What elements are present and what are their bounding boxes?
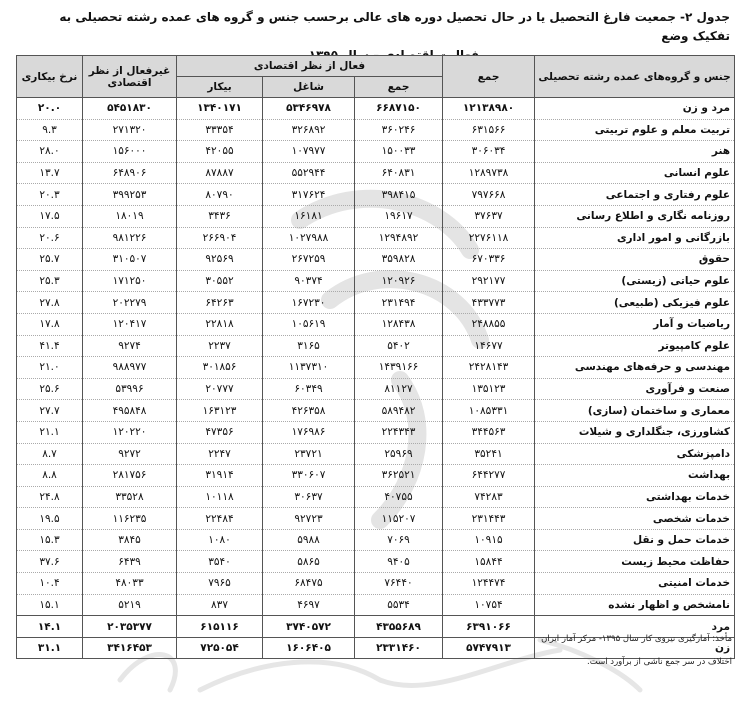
cell-name: نامشخص و اظهار نشده	[535, 594, 735, 616]
cell-rate: ۲۵.۳	[17, 270, 83, 292]
cell-active: ۲۳۱۴۹۴	[355, 292, 443, 314]
table-row	[17, 486, 735, 508]
cell-rate: ۱۵.۳	[17, 529, 83, 551]
cell-rate: ۲۴.۸	[17, 486, 83, 508]
cell-name: مهندسی و حرفه‌های مهندسی	[535, 357, 735, 379]
cell-total: ۶۳۱۵۶۶	[443, 119, 535, 141]
table-row	[17, 249, 735, 271]
cell-unemployed: ۲۶۶۹۰۴	[177, 227, 263, 249]
statistics-table	[16, 55, 735, 659]
cell-inactive: ۶۴۸۹۰۶	[83, 162, 177, 184]
cell-active: ۳۵۹۸۲۸	[355, 249, 443, 271]
cell-rate: ۱۷.۵	[17, 205, 83, 227]
cell-name: مرد	[535, 616, 735, 638]
cell-inactive: ۱۸۰۱۹	[83, 205, 177, 227]
table-row	[17, 400, 735, 422]
cell-total: ۶۳۹۱۰۶۶	[443, 616, 535, 638]
cell-unemployed: ۷۹۶۵	[177, 573, 263, 595]
table-row	[17, 227, 735, 249]
cell-unemployed: ۴۷۳۵۶	[177, 421, 263, 443]
cell-name: خدمات حمل و نقل	[535, 529, 735, 551]
cell-inactive: ۱۱۶۲۳۵	[83, 508, 177, 530]
cell-name: علوم رفتاری و اجتماعی	[535, 184, 735, 206]
cell-inactive: ۹۲۷۲	[83, 443, 177, 465]
cell-active: ۱۲۰۹۲۶	[355, 270, 443, 292]
header-inactive: غیرفعال از نظر اقتصادی	[83, 56, 177, 98]
table-row	[17, 594, 735, 616]
cell-unemployed: ۲۲۴۸۴	[177, 508, 263, 530]
table-row	[17, 119, 735, 141]
cell-name: علوم حیاتی (زیستی)	[535, 270, 735, 292]
cell-rate: ۲۰.۰	[17, 98, 83, 120]
cell-unemployed: ۴۲۰۵۵	[177, 141, 263, 163]
cell-name: روزنامه نگاری و اطلاع رسانی	[535, 205, 735, 227]
cell-active: ۱۵۰۰۳۳	[355, 141, 443, 163]
cell-active: ۵۸۹۴۸۲	[355, 400, 443, 422]
header-active: فعال از نظر اقتصادی	[177, 56, 443, 77]
cell-total: ۳۵۲۴۱	[443, 443, 535, 465]
cell-inactive: ۲۷۱۳۲۰	[83, 119, 177, 141]
cell-total: ۱۲۸۹۷۳۸	[443, 162, 535, 184]
cell-active: ۸۱۱۲۷	[355, 378, 443, 400]
cell-name: معماری و ساختمان (سازی)	[535, 400, 735, 422]
cell-name: خدمات بهداشتی	[535, 486, 735, 508]
cell-unemployed: ۸۳۷	[177, 594, 263, 616]
table-row	[17, 98, 735, 120]
cell-employed: ۹۰۳۷۴	[263, 270, 355, 292]
cell-active: ۷۰۶۹	[355, 529, 443, 551]
cell-active: ۲۵۹۶۹	[355, 443, 443, 465]
cell-employed: ۵۹۸۸	[263, 529, 355, 551]
cell-employed: ۶۸۴۷۵	[263, 573, 355, 595]
cell-total: ۲۲۷۶۱۱۸	[443, 227, 535, 249]
cell-name: علوم کامپیوتر	[535, 335, 735, 357]
cell-total: ۳۰۶۰۳۴	[443, 141, 535, 163]
cell-active: ۵۵۳۴	[355, 594, 443, 616]
cell-rate: ۱۳.۷	[17, 162, 83, 184]
cell-name: حقوق	[535, 249, 735, 271]
cell-employed: ۱۰۵۶۱۹	[263, 313, 355, 335]
table-row	[17, 378, 735, 400]
cell-unemployed: ۳۰۱۸۵۶	[177, 357, 263, 379]
cell-unemployed: ۱۶۳۱۲۳	[177, 400, 263, 422]
cell-rate: ۴۱.۴	[17, 335, 83, 357]
cell-rate: ۳۱.۱	[17, 637, 83, 659]
cell-total: ۱۰۹۱۵	[443, 529, 535, 551]
cell-employed: ۱۷۶۹۸۶	[263, 421, 355, 443]
cell-unemployed: ۳۰۵۵۲	[177, 270, 263, 292]
cell-active: ۷۶۴۴۰	[355, 573, 443, 595]
cell-employed: ۵۵۲۹۴۴	[263, 162, 355, 184]
cell-total: ۴۳۳۷۷۳	[443, 292, 535, 314]
cell-inactive: ۱۷۱۲۵۰	[83, 270, 177, 292]
cell-employed: ۱۱۳۷۳۱۰	[263, 357, 355, 379]
cell-unemployed: ۶۴۲۶۳	[177, 292, 263, 314]
cell-employed: ۶۰۳۴۹	[263, 378, 355, 400]
cell-inactive: ۲۰۲۲۷۹	[83, 292, 177, 314]
cell-employed: ۲۳۷۲۱	[263, 443, 355, 465]
cell-employed: ۲۶۷۲۵۹	[263, 249, 355, 271]
cell-name: بهداشت	[535, 465, 735, 487]
cell-name: حفاظت محیط زیست	[535, 551, 735, 573]
cell-total: ۱۴۶۷۷	[443, 335, 535, 357]
cell-active: ۳۶۲۵۲۱	[355, 465, 443, 487]
table-row	[17, 551, 735, 573]
cell-unemployed: ۲۲۳۷	[177, 335, 263, 357]
cell-employed: ۹۲۷۲۳	[263, 508, 355, 530]
cell-active: ۵۴۰۲	[355, 335, 443, 357]
cell-rate: ۸.۸	[17, 465, 83, 487]
cell-rate: ۹.۳	[17, 119, 83, 141]
cell-inactive: ۵۴۵۱۸۳۰	[83, 98, 177, 120]
cell-total: ۱۲۴۴۷۴	[443, 573, 535, 595]
cell-active: ۳۶۰۲۴۶	[355, 119, 443, 141]
header-total: جمع	[443, 56, 535, 98]
cell-name: خدمات شخصی	[535, 508, 735, 530]
cell-active: ۱۲۸۴۳۸	[355, 313, 443, 335]
cell-employed: ۳۳۰۶۰۷	[263, 465, 355, 487]
cell-inactive: ۶۴۳۹	[83, 551, 177, 573]
cell-total: ۲۴۲۸۱۴۳	[443, 357, 535, 379]
cell-rate: ۸.۷	[17, 443, 83, 465]
cell-rate: ۲۱.۱	[17, 421, 83, 443]
table-row	[17, 573, 735, 595]
title-line-1: جدول ۲- جمعیت فارغ التحصیل یا در حال تحصیل دوره های عالی برحسب جنس و گروه های عمده رشته تحصیلی به تفکیک وضع	[59, 10, 730, 43]
cell-total: ۷۹۷۶۶۸	[443, 184, 535, 206]
cell-total: ۳۴۴۵۶۳	[443, 421, 535, 443]
cell-employed: ۳۰۶۳۷	[263, 486, 355, 508]
header-active-total: جمع	[355, 77, 443, 98]
cell-rate: ۲۰.۶	[17, 227, 83, 249]
cell-unemployed: ۸۰۷۹۰	[177, 184, 263, 206]
cell-employed: ۴۶۹۷	[263, 594, 355, 616]
cell-employed: ۱۶۱۸۱	[263, 205, 355, 227]
cell-unemployed: ۱۰۱۱۸	[177, 486, 263, 508]
cell-total: ۲۴۸۸۵۵	[443, 313, 535, 335]
cell-total: ۵۷۴۷۹۱۳	[443, 637, 535, 659]
cell-inactive: ۲۰۳۵۳۷۷	[83, 616, 177, 638]
cell-active: ۶۴۰۸۳۱	[355, 162, 443, 184]
cell-employed: ۵۸۶۵	[263, 551, 355, 573]
cell-name: علوم فیزیکی (طبیعی)	[535, 292, 735, 314]
table-row	[17, 443, 735, 465]
cell-inactive: ۹۲۷۴	[83, 335, 177, 357]
cell-inactive: ۳۴۱۶۴۵۳	[83, 637, 177, 659]
cell-name: دامپزشکی	[535, 443, 735, 465]
cell-total: ۲۹۲۱۷۷	[443, 270, 535, 292]
cell-total: ۱۰۸۵۳۳۱	[443, 400, 535, 422]
cell-unemployed: ۲۲۴۷	[177, 443, 263, 465]
cell-rate: ۳۷.۶	[17, 551, 83, 573]
cell-rate: ۱۹.۵	[17, 508, 83, 530]
cell-active: ۹۴۰۵	[355, 551, 443, 573]
cell-name: خدمات امنیتی	[535, 573, 735, 595]
cell-rate: ۲۸.۰	[17, 141, 83, 163]
table-row	[17, 465, 735, 487]
cell-rate: ۲۵.۷	[17, 249, 83, 271]
header-field: جنس و گروه‌های عمده رشته تحصیلی	[535, 56, 735, 98]
cell-active: ۱۹۶۱۷	[355, 205, 443, 227]
header-rate: نرخ بیکاری	[17, 56, 83, 98]
table-row	[17, 270, 735, 292]
cell-total: ۱۳۵۱۲۳	[443, 378, 535, 400]
cell-inactive: ۴۹۵۸۴۸	[83, 400, 177, 422]
cell-unemployed: ۸۷۸۸۷	[177, 162, 263, 184]
cell-inactive: ۵۲۱۹	[83, 594, 177, 616]
cell-employed: ۱۰۷۹۷۷	[263, 141, 355, 163]
cell-unemployed: ۲۰۷۷۷	[177, 378, 263, 400]
cell-active: ۴۳۵۵۶۸۹	[355, 616, 443, 638]
cell-unemployed: ۹۲۵۶۹	[177, 249, 263, 271]
cell-unemployed: ۳۱۹۱۴	[177, 465, 263, 487]
cell-total: ۷۴۲۸۳	[443, 486, 535, 508]
cell-active: ۱۲۹۴۸۹۲	[355, 227, 443, 249]
cell-total: ۳۷۶۳۷	[443, 205, 535, 227]
cell-inactive: ۱۲۰۲۲۰	[83, 421, 177, 443]
cell-unemployed: ۳۵۴۰	[177, 551, 263, 573]
table-row	[17, 205, 735, 227]
table-row	[17, 529, 735, 551]
cell-name: کشاورزی، جنگلداری و شیلات	[535, 421, 735, 443]
table-row	[17, 357, 735, 379]
cell-employed: ۳۱۷۶۲۴	[263, 184, 355, 206]
cell-inactive: ۳۹۹۲۵۳	[83, 184, 177, 206]
table-row	[17, 292, 735, 314]
cell-rate: ۱۷.۸	[17, 313, 83, 335]
cell-total: ۶۷۰۳۳۶	[443, 249, 535, 271]
cell-name: مرد و زن	[535, 98, 735, 120]
table-row	[17, 508, 735, 530]
cell-inactive: ۹۸۱۲۲۶	[83, 227, 177, 249]
cell-total: ۱۵۸۴۴	[443, 551, 535, 573]
cell-name: هنر	[535, 141, 735, 163]
cell-employed: ۳۲۶۸۹۲	[263, 119, 355, 141]
rounding-note: اختلاف در سر جمع ناشی از برآورد است.	[587, 657, 732, 667]
cell-unemployed: ۷۲۵۰۵۴	[177, 637, 263, 659]
cell-employed: ۱۰۲۷۹۸۸	[263, 227, 355, 249]
cell-inactive: ۲۸۱۷۵۶	[83, 465, 177, 487]
cell-inactive: ۱۲۰۴۱۷	[83, 313, 177, 335]
cell-active: ۲۳۳۱۴۶۰	[355, 637, 443, 659]
cell-name: بازرگانی و امور اداری	[535, 227, 735, 249]
cell-rate: ۱۴.۱	[17, 616, 83, 638]
cell-name: تربیت معلم و علوم تربیتی	[535, 119, 735, 141]
cell-active: ۶۶۸۷۱۵۰	[355, 98, 443, 120]
table-row	[17, 184, 735, 206]
cell-rate: ۱۰.۴	[17, 573, 83, 595]
table-row	[17, 141, 735, 163]
cell-rate: ۱۵.۱	[17, 594, 83, 616]
cell-unemployed: ۳۴۳۶	[177, 205, 263, 227]
cell-active: ۴۰۷۵۵	[355, 486, 443, 508]
table-row	[17, 421, 735, 443]
cell-active: ۳۹۸۴۱۵	[355, 184, 443, 206]
cell-name: صنعت و فرآوری	[535, 378, 735, 400]
table-row	[17, 162, 735, 184]
cell-employed: ۱۶۰۶۴۰۵	[263, 637, 355, 659]
cell-employed: ۱۶۷۲۳۰	[263, 292, 355, 314]
cell-rate: ۲۰.۳	[17, 184, 83, 206]
cell-inactive: ۹۸۸۹۷۷	[83, 357, 177, 379]
cell-unemployed: ۶۱۵۱۱۶	[177, 616, 263, 638]
source-note: مأخذ: آمارگیری نیروی کار سال ۱۳۹۵- مرکز آمار ایران	[541, 634, 732, 644]
header-employed: شاغل	[263, 77, 355, 98]
cell-inactive: ۱۵۶۰۰۰	[83, 141, 177, 163]
cell-rate: ۲۵.۶	[17, 378, 83, 400]
cell-inactive: ۳۳۵۲۸	[83, 486, 177, 508]
cell-total: ۱۰۷۵۴	[443, 594, 535, 616]
cell-total: ۶۴۴۲۷۷	[443, 465, 535, 487]
cell-unemployed: ۱۰۸۰	[177, 529, 263, 551]
cell-inactive: ۴۸۰۳۳	[83, 573, 177, 595]
header-unemployed: بیکار	[177, 77, 263, 98]
cell-name: علوم انسانی	[535, 162, 735, 184]
cell-inactive: ۳۸۴۵	[83, 529, 177, 551]
cell-active: ۱۱۵۲۰۷	[355, 508, 443, 530]
cell-employed: ۳۱۶۵	[263, 335, 355, 357]
cell-active: ۲۲۴۳۴۳	[355, 421, 443, 443]
table-row	[17, 313, 735, 335]
cell-rate: ۲۱.۰	[17, 357, 83, 379]
cell-unemployed: ۱۳۴۰۱۷۱	[177, 98, 263, 120]
cell-employed: ۳۷۴۰۵۷۲	[263, 616, 355, 638]
cell-name: زن	[535, 637, 735, 659]
cell-name: ریاضیات و آمار	[535, 313, 735, 335]
cell-inactive: ۳۱۰۵۰۷	[83, 249, 177, 271]
cell-unemployed: ۲۲۸۱۸	[177, 313, 263, 335]
cell-inactive: ۵۳۹۹۶	[83, 378, 177, 400]
table-row	[17, 335, 735, 357]
cell-employed: ۴۲۶۳۵۸	[263, 400, 355, 422]
cell-total: ۲۳۱۴۴۳	[443, 508, 535, 530]
cell-rate: ۲۷.۷	[17, 400, 83, 422]
cell-employed: ۵۳۴۶۹۷۸	[263, 98, 355, 120]
cell-unemployed: ۳۳۳۵۴	[177, 119, 263, 141]
cell-rate: ۲۷.۸	[17, 292, 83, 314]
cell-total: ۱۲۱۳۸۹۸۰	[443, 98, 535, 120]
cell-active: ۱۴۳۹۱۶۶	[355, 357, 443, 379]
